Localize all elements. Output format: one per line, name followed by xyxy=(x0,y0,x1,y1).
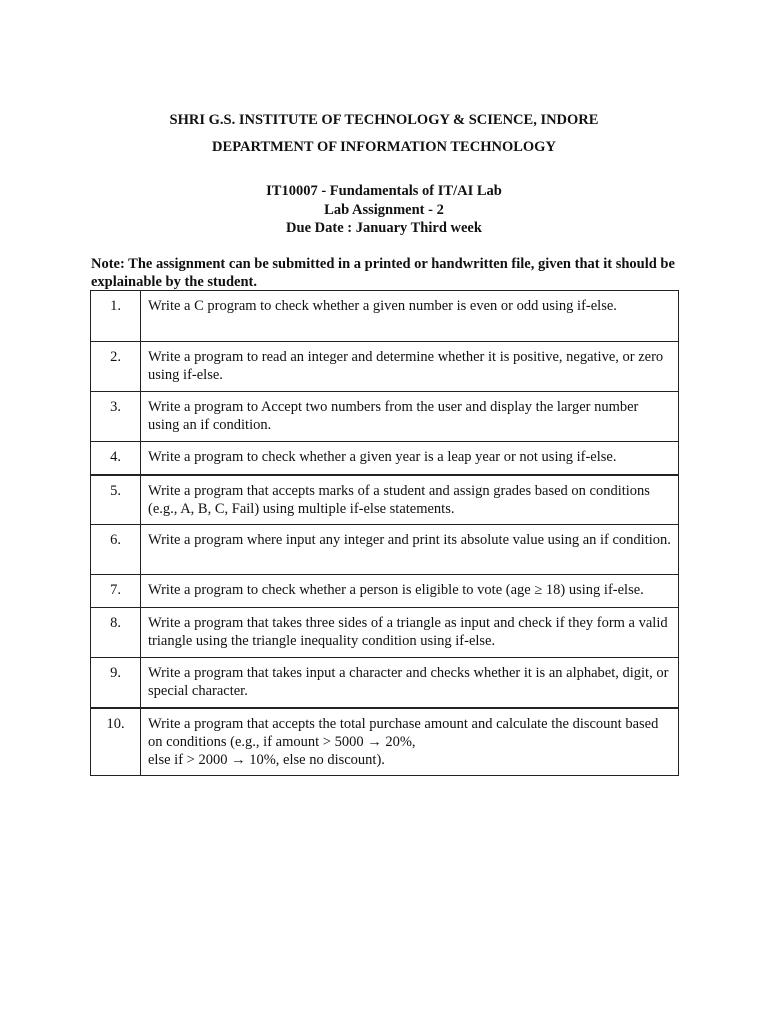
table-row xyxy=(91,525,679,575)
question-text: Write a program to check whether a person is eligible to vote (age ≥ 18) using if-else. xyxy=(141,575,679,608)
question-text: Write a program that takes input a character and checks whether it is an alphabet, digit, or special character. xyxy=(141,658,679,708)
question-text: Write a program to read an integer and determine whether it is positive, negative, or zero using if-else. xyxy=(141,342,679,392)
assignment-number: Lab Assignment - 2 xyxy=(324,202,444,218)
question-number: 8. xyxy=(91,608,141,658)
table-row xyxy=(91,658,679,708)
questions-table xyxy=(90,290,679,776)
question-text: Write a program that accepts marks of a student and assign grades based on conditions (e.g., A, B, C, Fail) using multiple if-else statements. xyxy=(141,475,679,525)
table-row xyxy=(91,291,679,342)
course-title: IT10007 - Fundamentals of IT/AI Lab xyxy=(266,183,502,199)
question-number: 4. xyxy=(91,442,141,475)
question-number: 9. xyxy=(91,658,141,708)
table-row xyxy=(91,475,679,525)
table-row xyxy=(91,442,679,475)
submission-note: Note: The assignment can be submitted in a printed or handwritten file, given that it should be explainable by the student. xyxy=(91,256,675,290)
question-number: 7. xyxy=(91,575,141,608)
question-number: 10. xyxy=(91,708,141,776)
institute-name: SHRI G.S. INSTITUTE OF TECHNOLOGY & SCIENCE, INDORE xyxy=(169,112,599,128)
due-date: Due Date : January Third week xyxy=(286,220,482,236)
question-text: Write a program that takes three sides of a triangle as input and check if they form a valid triangle using the triangle inequality condition using if-else. xyxy=(141,608,679,658)
question-number: 3. xyxy=(91,392,141,442)
question-text: Write a C program to check whether a given number is even or odd using if-else. xyxy=(141,291,679,342)
question-number: 1. xyxy=(91,291,141,342)
question-text: Write a program that accepts the total purchase amount and calculate the discount based on conditions (e.g., if amount > 5000 → 20%, else if > 2000 → 10%, else no discount). xyxy=(141,708,679,776)
question-text: Write a program where input any integer and print its absolute value using an if condition. xyxy=(141,525,679,575)
table-row xyxy=(91,392,679,442)
question-number: 2. xyxy=(91,342,141,392)
question-text: Write a program to Accept two numbers from the user and display the larger number using an if condition. xyxy=(141,392,679,442)
table-row xyxy=(91,575,679,608)
table-row xyxy=(91,708,679,776)
question-number: 6. xyxy=(91,525,141,575)
department-name: DEPARTMENT OF INFORMATION TECHNOLOGY xyxy=(212,139,556,155)
question-number: 5. xyxy=(91,475,141,525)
question-text: Write a program to check whether a given year is a leap year or not using if-else. xyxy=(141,442,679,475)
table-row xyxy=(91,608,679,658)
table-row xyxy=(91,342,679,392)
